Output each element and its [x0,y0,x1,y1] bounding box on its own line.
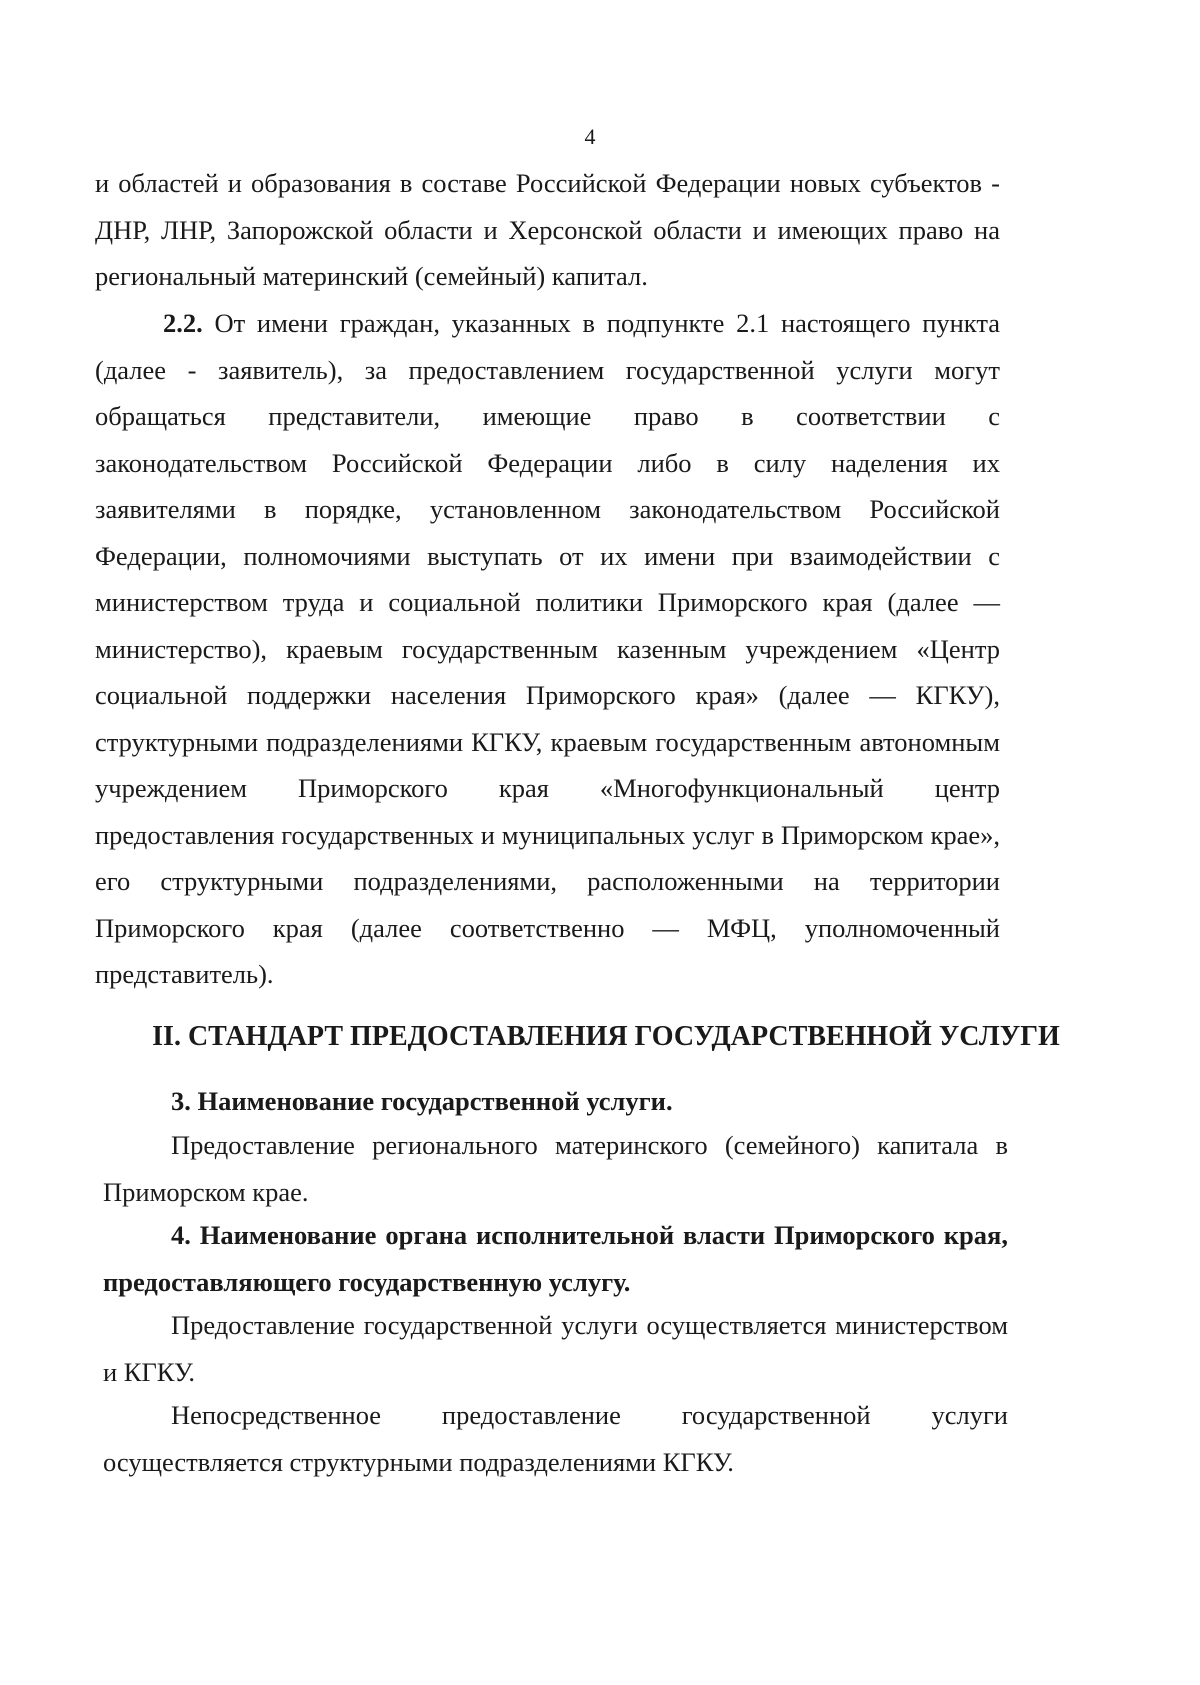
item-3-heading [103,1078,1008,1125]
item-text: Непосредственное предоставление государственной услуги осуществляется структурными подразделениями КГКУ. [103,1400,1008,1477]
item-text: Предоставление государственной услуги осуществляется министерством и КГКУ. [103,1310,1008,1387]
section-title: II. СТАНДАРТ ПРЕДОСТАВЛЕНИЯ ГОСУДАРСТВЕННОЙ УСЛУГИ [152,1021,1060,1052]
paragraph-text: От имени граждан, указанных в подпункте 2.1 настоящего пункта (далее - заявитель), за предоставлением государственной услуги могут обращаться представители, имеющие право в соответствии с законодательством Российской Федерации либо в силу наделения их заявителями в порядке, установленном законодательством Российской Федерации, полномочиями выступать от их имени при взаимодействии с министерством труда и социальной политики Приморского края (далее — министерство), краевым государственным казенным учреждением «Центр социальной поддержки населения Приморского края» (далее — КГКУ), структурными подразделениями КГКУ, краевым государственным автономным учреждением Приморского края «Многофункциональный центр предоставления государственных и муниципальных услуг в Приморском крае», его структурными подразделениями, расположенными на территории Приморского края (далее соответственно — МФЦ, уполномоченный представитель). [95,308,1000,989]
page-number: 4 [584,124,596,149]
item-4-heading [103,1212,1008,1305]
item-3-text [103,1122,1008,1215]
item-heading: 4. Наименование органа исполнительной власти Приморского края, предоставляющего государственную услугу. [103,1220,1008,1297]
item-4-text-2 [103,1392,1008,1485]
paragraph-continuation: и областей и образования в составе Российской Федерации новых субъектов - ДНР, ЛНР, Запорожской области и Херсонской области и имеющих право на региональный материнский (семейный) капитал. [95,168,1000,291]
paragraph-number: 2.2. [163,308,203,338]
item-heading: 3. Наименование государственной услуги. [171,1086,673,1116]
item-text: Предоставление регионального материнского (семейного) капитала в Приморском крае. [103,1130,1008,1207]
paragraph-2-2 [95,300,1000,998]
item-4-text-1 [103,1302,1008,1395]
